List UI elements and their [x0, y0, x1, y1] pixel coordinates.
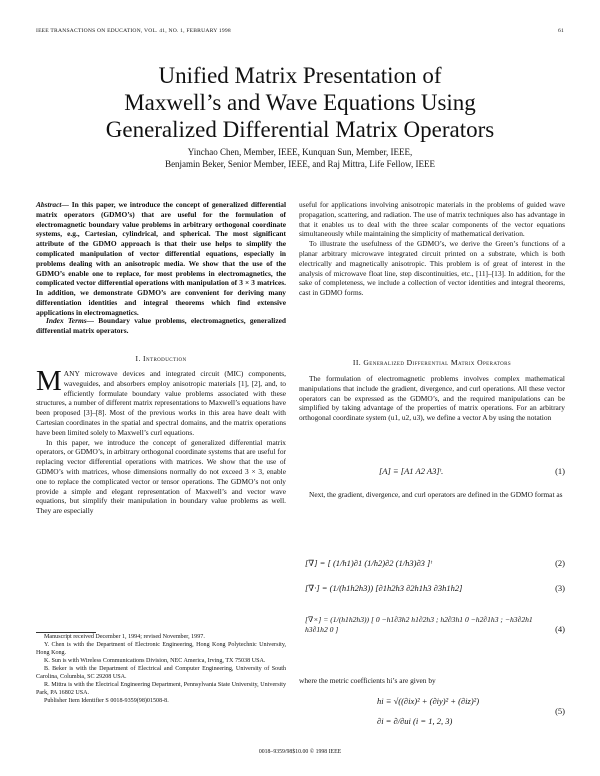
right-column-intro — [299, 200, 565, 298]
authors-line-1: Yinchao Chen, Member, IEEE, Kunquan Sun, Member, IEEE, — [187, 147, 413, 157]
page-number: 61 — [558, 28, 564, 34]
equation-5b: ∂i = ∂/∂ui (i = 1, 2, 3) — [377, 716, 453, 726]
intro-paragraph-2: In this paper, we introduce the concept of generalized differential matrix operators, or GDMO’s, in arbitrary orthogonal coordinate systems that are useful for replacing vector differential operations with matrices. We show that the use of GDMO’s with matrices, whose dimensions normally do not exceed 3 × 3, enable one to replace the complicated vector or tensor operations. The GDMO’s not only provide a simple and elegant representation of Maxwell’s and vector wave equations, but simplify their manipulation in boundary value problems as well. They are especially — [36, 437, 286, 516]
footnotes — [36, 632, 286, 705]
index-terms — [36, 316, 286, 336]
footnote: Manuscript received December 1, 1994; revised November, 1997. — [44, 634, 205, 640]
intro-paragraph-3: useful for applications involving anisotropic materials in the problems of guided wave propagation, scattering, and radiation. The use of matrix techniques also has advantage in that it enables us to deal with the three scalar components of the vector equations simultaneously while maintaining the simplicity of mathematical derivation. — [299, 200, 565, 239]
author-list — [0, 146, 600, 170]
title-line-1: Unified Matrix Presentation of — [158, 63, 442, 88]
equation-5a: hi ≡ √((∂ix)² + (∂iy)² + (∂iz)²) — [377, 696, 480, 706]
drop-cap: M — [36, 365, 62, 397]
title-line-2: Maxwell’s and Wave Equations Using — [124, 90, 476, 115]
intro-paragraph-4: To illustrate the usefulness of the GDMO’s, we derive the Green’s functions of a planar arbitrary microwave integrated circuit printed on a substrate, which is both electrically and magnetically anisotropic. This problem is of great of interest in the analysis of microwave float line, step discontinuities, etc., [11]–[13]. In addition, for the sake of completeness, we include a collection of vector identities and integral theorems, cast in GDMO forms. — [299, 239, 565, 298]
section-2-paragraph-3: where the metric coefficients hi’s are given by — [299, 676, 436, 685]
footnote: Publisher Item Identifier S 0018-9359(98)01508-8. — [44, 698, 169, 704]
footnote: B. Beker is with the Department of Electrical and Computer Engineering, University of South Carolina, Columbia, SC 29208 USA. — [36, 666, 286, 680]
footnote: Y. Chen is with the Department of Electronic Engineering, Hong Kong Polytechnic University, Hong Kong. — [36, 642, 286, 656]
section-1-body — [36, 365, 286, 516]
copyright-line: 0018–9359/98$10.00 © 1998 IEEE — [258, 749, 342, 755]
journal-header: IEEE TRANSACTIONS ON EDUCATION, VOL. 41, NO. 1, FEBRUARY 1998 — [36, 28, 231, 34]
equation-4: [∇×] = (1/(h1h2h3)) [ 0 −h1∂3h2 h1∂2h3 ; h2∂3h1 0 −h2∂1h3 ; −h3∂2h1 h3∂1h2 0 ] (4) — [305, 615, 565, 634]
section-2-heading: II. Generalized Differential Matrix Operators — [352, 358, 512, 367]
title-line-3: Generalized Differential Matrix Operators — [105, 117, 495, 142]
footnote: K. Sun is with Wireless Communications Division, NEC America, Irving, TX 75038 USA. — [44, 658, 266, 664]
abstract-label: Abstract— — [36, 200, 69, 209]
running-header — [36, 28, 564, 34]
authors-line-2: Benjamin Beker, Senior Member, IEEE, and Raj Mittra, Life Fellow, IEEE — [165, 159, 435, 169]
intro-paragraph-1: MANY microwave devices and integrated circuit (MIC) components, waveguides, and absorbers employ anisotropic materials [1], [2], and, to efficiently formulate boundary value problems associated with these structures, a number of different matrix representations to Maxwell’s equations have been proposed [3]–[8]. Most of the previous works in this area have dealt with Cartesian coordinates in the spatial and spectral domains, and the matrix operations have been limited solely to Maxwell’s curl equations. — [36, 365, 286, 437]
section-1-heading: I. Introduction — [135, 354, 187, 363]
abstract-text: In this paper, we introduce the concept of generalized differential matrix operators (GDMO’s) that are useful for the formulation of electromagnetic boundary value problems in arbitrary orthogonal coordinate systems, e.g., Cartesian, cylindrical, and spherical. The most significant attribute of the GDMO approach is that their use helps to simplify the complicated manipulation of vector differential equations, especially in problems dealing with an anisotropic media. We show that the use of the GDMO’s enable one to replace, for most problems in electromagnetics, the complicated vector differential operations with manipulation of 3 × 3 matrices. In addition, we demonstrate GDMO’s are convenient for deriving many differentiation identities and integral theorems which find extensive applications in electromagnetics. — [36, 200, 287, 317]
paper-title — [0, 62, 600, 143]
footnote: R. Mittra is with the Electrical Engineering Department, Pennsylvania State University, University Park, PA 16802 USA. — [36, 682, 286, 696]
index-terms-text: Boundary value problems, electromagnetics, generalized differential matrix operators. — [36, 316, 286, 335]
abstract — [36, 200, 286, 318]
section-2-paragraph-2: Next, the gradient, divergence, and curl operators are defined in the GDMO format as — [309, 490, 563, 499]
index-terms-label: Index Terms— — [46, 316, 94, 325]
section-2-paragraph-1: The formulation of electromagnetic problems involves complex mathematical manipulations that include the gradient, divergence, and curl operations. All these vector operators can be expressed as the GDMO’s, and the required manipulations can be simplified by taking advantage of the properties of matrix operations. For an arbitrary orthogonal coordinate system (u1, u2, u3), we define a vector A by using the notation — [299, 374, 565, 423]
